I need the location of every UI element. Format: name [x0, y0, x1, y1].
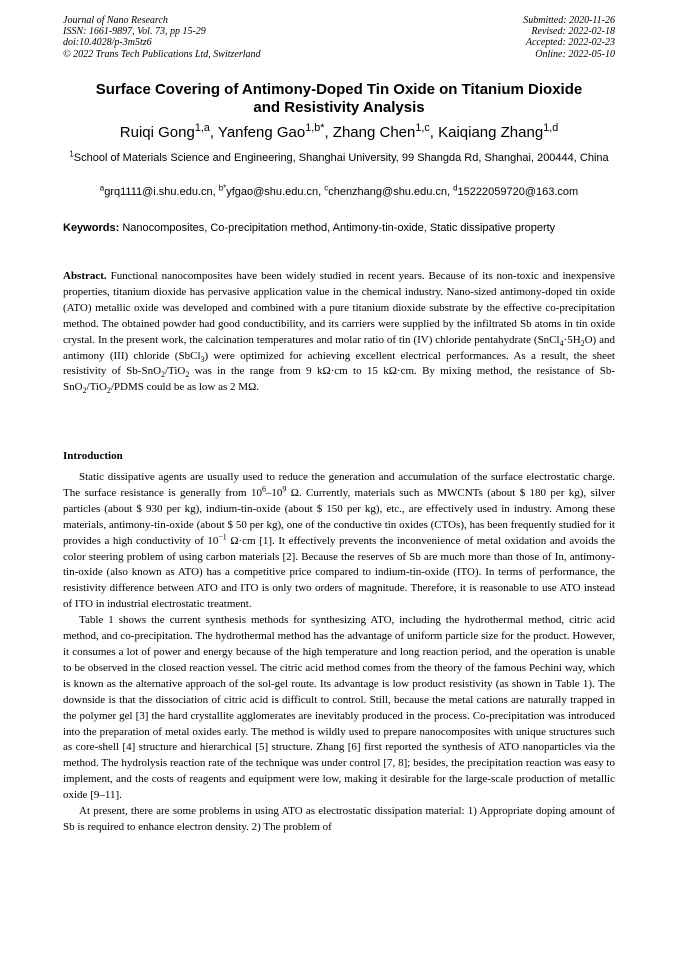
author-affil-mark: 1,d [543, 122, 559, 134]
abstract-text: could be as low as 2 MΩ. [143, 381, 259, 394]
subscript: 2 [106, 386, 111, 396]
paragraph-text: Ω. Currently, materials such as MWCNTs (about $ 180 per kg), silver particles (about $ 930 per kg), indium-tin-oxide (about $ 150 per kg), etc., are effectively used in industry. Among these materials, antimony-tin-oxide (about $ 50 per kg), one of the conductive tin oxides (CTOs), has been frequently studied for it provides a high conductivity of 10 [63, 486, 615, 547]
doi: doi:10.4028/p-3m5tz6 [63, 37, 152, 49]
formula: /PDMS [110, 381, 144, 394]
email-mark: d [453, 183, 458, 193]
subscript: 2 [185, 370, 190, 380]
subscript: 2 [580, 338, 585, 348]
revised-date: Revised: 2022-02-18 [531, 26, 615, 38]
online-date: Online: 2022-05-10 [535, 48, 615, 60]
keywords-text: Nanocomposites, Co-precipitation method, Antimony-tin-oxide, Static dissipative property [122, 222, 556, 234]
subscript: 2 [82, 386, 87, 396]
journal-name: Journal of Nano Research [63, 15, 168, 26]
paragraph [63, 470, 615, 613]
affiliation-text: School of Materials Science and Engineering, Shanghai University, 99 Shangda Rd, Shanghai, 200444, China [73, 152, 609, 164]
paragraph: At present, there are some problems in using ATO as electrostatic dissipation material: 1) Appropriate doping amount of Sb is required to enhance electron density. 2) The problem of [63, 805, 615, 833]
abstract-text: ) were optimized for achieving excellent electrical performances. As a result, the sheet resistivity of [63, 349, 615, 378]
paper-title [63, 81, 615, 117]
formula: ·5H [563, 333, 581, 346]
author-affil-mark: 1,a [194, 122, 210, 134]
title-line-2: and Resistivity Analysis [253, 99, 425, 116]
abstract-text: was in the range from 9 kΩ·cm to 15 kΩ·cm. By mixing method, the resistance of [189, 365, 600, 378]
issn: ISSN: 1661-9897, Vol. 73, pp 15-29 [63, 26, 206, 38]
paragraph-text: Ω·cm [1]. It effectively prevents the inconvenience of metal oxidation and avoids the color steering problem of using carbon materials [2]. Because the reserves of Sb are much more than those of In, antimony-tin-oxide (also known as ATO) has a competitive price compared to indium-tin-oxide (ITO). In terms of performance, the resistivity difference between ATO and ITO is only two orders of magnitude. Therefore, it is reasonable to use ATO instead of ITO in industrial electrostatic treatment. [63, 534, 616, 611]
exponent: 9 [282, 484, 287, 494]
publication-dates [523, 15, 615, 60]
email-link[interactable]: grq1111@i.shu.edu.cn [104, 186, 213, 198]
subscript: 2 [161, 370, 165, 380]
journal-info [63, 15, 261, 60]
formula: Sb-SnO [126, 365, 162, 378]
abstract-label: Abstract. [63, 270, 107, 282]
author-name: Zhang Chen [332, 124, 416, 141]
introduction-body [63, 470, 615, 836]
subscript: 4 [559, 338, 564, 348]
formula: SbCl [178, 349, 201, 362]
email-link[interactable]: 15222059720@163.com [457, 186, 579, 198]
keywords [63, 221, 615, 235]
submitted-date: Submitted: 2020-11-26 [523, 15, 615, 26]
author-list: Ruiqi Gong$^{1,a}$, Yanfeng Gao$^{1,b*}$, Zhang Chen$^{1,c}$, Kaiqiang Zhang$^{1,d}$ [119, 122, 559, 141]
copyright: © 2022 Trans Tech Publications Ltd, Switzerland [63, 48, 261, 60]
affiliation [63, 151, 615, 165]
formula: SnCl [537, 333, 560, 346]
paragraph-text: –10 [265, 486, 283, 499]
email-mark: b* [218, 183, 227, 193]
title-line-1: Surface Covering of Antimony-Doped Tin Oxide on Titanium Dioxide [95, 81, 583, 98]
author-name: Yanfeng Gao [217, 124, 306, 141]
exponent: 6 [261, 484, 266, 494]
formula: /TiO [86, 381, 107, 394]
keywords-label: Keywords: [63, 222, 120, 234]
affiliation-mark: 1 [69, 149, 74, 159]
author-emails: $^a$grq1111@i.shu.edu.cn, $^{b*}$yfgao@shu.edu.cn, $^c$chenzhang@shu.edu.cn, $^d$15222059720@163.com [99, 183, 579, 198]
formula: O [584, 333, 593, 346]
section-heading: Introduction [63, 450, 123, 462]
email-mark: a [99, 183, 105, 193]
formula: /TiO [164, 365, 186, 378]
abstract-text: Functional nanocomposites have been widely studied in recent years. Because of its non-toxic and inexpensive properties, titanium dioxide has pervasive application value in the chemical industry. Nano-sized antimony-doped tin oxide (ATO) metallic oxide was developed and combined with a pure titanium dioxide substrate by the effective co-precipitation method. The obtained powder had good conductibility, and its carriers were supplied by the infiltrated Sb atoms in tin oxide crystal. In the present work, the calcination temperatures and molar ratio of tin (IV) chloride pentahydrate ( [63, 270, 615, 346]
abstract-text: ) and antimony (III) chloride ( [63, 333, 615, 362]
accepted-date: Accepted: 2022-02-23 [525, 37, 615, 49]
formula: Sb-SnO [63, 365, 615, 394]
paragraph-text: Static dissipative agents are usually used to reduce the generation and accumulation of the surface electrostatic charge. The surface resistance is generally from 10 [63, 471, 615, 499]
author-name: Kaiqiang Zhang [438, 124, 544, 141]
author-affil-mark: 1,c [415, 122, 430, 134]
author-name: Ruiqi Gong [119, 124, 195, 141]
email-link[interactable]: chenzhang@shu.edu.cn [328, 186, 448, 198]
abstract [63, 269, 615, 396]
paragraph: Table 1 shows the current synthesis methods for synthesizing ATO, including the hydrothermal method, citric acid method, and co-precipitation. The hydrothermal method has the advantage of uniform particle size for the product. However, it consumes a lot of power and energy because of the high temperature and long reaction period, and the operation is unable to be observed in the closed reaction vessel. The citric acid method comes from the theory of the famous Pechini way, which is known as the alternative approach of the sol-gel route. Its advantage is low product resistivity (as shown in Table 1). The downside is that the dissociation of citric acid is difficult to control. Still, because the metal cations are naturally trapped in the polymer gel [3] the hard crystallite agglomerates are inevitably produced in the process. Co-precipitation was introduced into the preparation of metal oxides early. The method is wildly used to prepare nanocomposites with unique structures such as core-shell [4] structure and hierarchical [5] structure. Zhang [6] first reported the synthesis of ATO nanoparticles via the method. The hydrolysis reaction rate of the technique was under control [7, 8]; besides, the precipitation reaction was easy to implement, and the costs of reagents and equipment were low, making it desirable for the large-scale production of metallic oxide [9–11]. [63, 614, 615, 802]
exponent: −1 [218, 531, 227, 541]
subscript: 3 [200, 354, 205, 364]
email-mark: c [324, 183, 329, 193]
author-affil-mark: 1,b* [305, 122, 325, 134]
email-link[interactable]: yfgao@shu.edu.cn [226, 186, 319, 198]
